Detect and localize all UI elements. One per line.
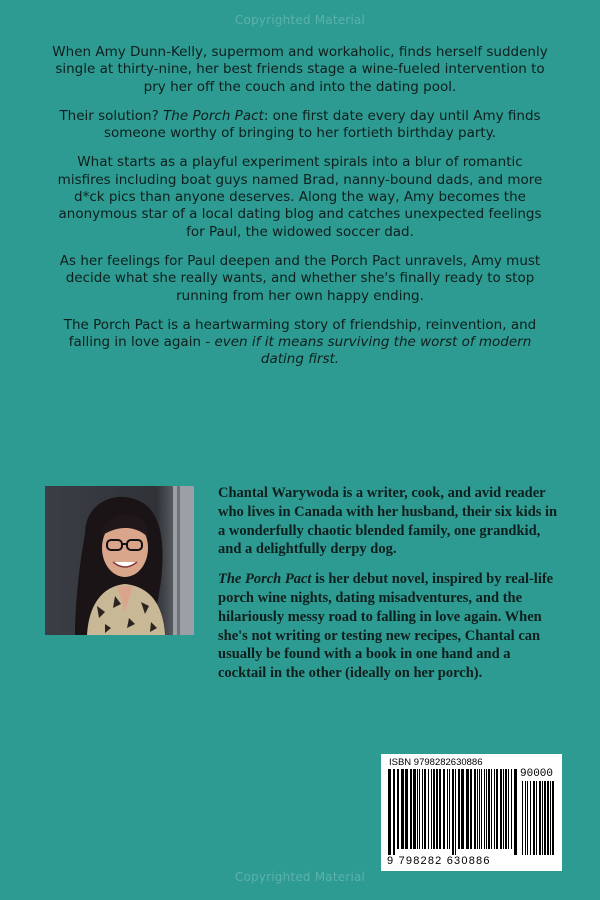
barcode-bar [397, 769, 399, 849]
isbn-barcode-box [381, 754, 562, 871]
blurb-p5-italic: even if it means surviving the worst of modern dating first. [214, 334, 532, 368]
barcode-bar [401, 769, 404, 849]
barcode-bar [550, 781, 551, 855]
barcode-bar [508, 769, 509, 849]
barcode-bar [536, 781, 537, 855]
isbn-digits: 9 798282 630886 [387, 855, 491, 867]
blurb-paragraph-1: When Amy Dunn-Kelly, supermom and workaholic, finds herself suddenly single at thirty-nine, her best friends stage a wine-fueled intervention to pry her off the couch and into the dating pool. [52, 44, 548, 95]
price-barcode [521, 781, 557, 855]
isbn-barcode [387, 769, 519, 855]
barcode-bar [436, 769, 438, 849]
copyright-watermark-bottom: Copyrighted Material [234, 870, 366, 884]
barcode-bar [449, 769, 450, 849]
barcode-bar [431, 769, 432, 849]
barcode-bar [405, 769, 408, 849]
barcode-bar [511, 769, 512, 849]
blurb-p5-lead: The Porch Pact is a heartwarming story of friendship, reinvention, and falling in love again - [63, 316, 537, 351]
blurb-p2-tail: : one first date every day until Amy finds someone worthy of bringing to her fortieth birthday party. [103, 107, 541, 142]
barcode-bar [479, 769, 480, 849]
isbn-label: ISBN 9798282630886 [389, 757, 483, 768]
blurb-paragraph-3: What starts as a playful experiment spirals into a blur of romantic misfires including boat guys named Brad, nanny-bound dads, and more d*ck pics than anyone deserves. Along the way, Amy becomes the anonymous star of a local dating blog and catches unexpected feelings for Paul, the widowed soccer dad. [57, 154, 543, 240]
barcode-bar [514, 769, 517, 855]
barcode-bar [393, 769, 395, 855]
blurb-p2-lead: Their solution? [59, 107, 164, 124]
author-portrait-image [45, 486, 194, 635]
blurb-paragraph-2 [52, 108, 548, 143]
barcode-bar [439, 769, 441, 849]
barcode-bar [410, 769, 412, 849]
barcode-bar [527, 781, 528, 855]
copyright-watermark-top: Copyrighted Material [234, 13, 366, 27]
barcode-bar [481, 769, 482, 849]
blurb-paragraph-4: As her feelings for Paul deepen and the Porch Pact unravels, Amy must decide what she really wants, and whether she's finally ready to stop running from her own happy ending. [59, 252, 541, 304]
barcode-bar [447, 769, 448, 849]
barcode-bar [477, 769, 478, 849]
barcode-bar [530, 781, 531, 855]
barcode-bar [484, 769, 485, 849]
barcode-bar [455, 769, 456, 855]
barcode-bar [552, 781, 554, 855]
barcode-bar [419, 769, 420, 849]
barcode-bar [413, 769, 416, 849]
bio-paragraph-1: Chantal Warywoda is a writer, cook, and avid reader who lives in Canada with her husband, their six kids in a wonderfully chaotic blended family, one grandkid, and a delightfully derpy dog. [218, 485, 558, 558]
barcode-bar [505, 769, 507, 849]
barcode-bar [522, 781, 523, 855]
barcode-bar [503, 769, 504, 849]
barcode-bar [443, 769, 445, 849]
barcode-bar [388, 769, 391, 855]
bio-p2-tail: is her debut novel, inspired by real-life porch wine nights, dating misadventures, and the hilariously messy road to falling in love again. When she's not writing or testing new recipes, Chantal can usually be found with a book in one hand and a cocktail in the other (ideally on her porch). [218, 571, 554, 682]
author-bio [218, 484, 562, 694]
barcode-bar [488, 769, 490, 849]
barcode-bar [458, 769, 460, 849]
barcode-bar [542, 781, 543, 855]
barcode-bar [424, 769, 426, 849]
barcode-bar [544, 781, 546, 855]
barcode-bar [533, 781, 535, 855]
blurb-p2-title: The Porch Pact [163, 107, 264, 124]
barcode-bar [470, 769, 472, 849]
barcode-bar [491, 769, 492, 849]
bio-p2-title: The Porch Pact [218, 571, 312, 588]
barcode-bar [494, 769, 495, 849]
barcode-bar [417, 769, 418, 849]
barcode-bar [539, 781, 541, 855]
barcode-bar [466, 769, 469, 849]
blurb-paragraph-5 [52, 317, 548, 369]
barcode-bar [422, 769, 423, 849]
barcode-bar [433, 769, 435, 849]
barcode-bar [496, 769, 498, 849]
author-photo [45, 486, 194, 635]
barcode-bar [428, 769, 429, 849]
barcode-bar [525, 781, 526, 855]
barcode-bar [486, 769, 487, 849]
book-blurb [52, 44, 548, 369]
barcode-bar [452, 769, 454, 855]
barcode-bar [547, 781, 549, 855]
price-code: 90000 [520, 768, 554, 780]
barcode-bar [474, 769, 476, 849]
barcode-bar [461, 769, 464, 849]
bio-paragraph-2 [218, 570, 562, 683]
barcode-bar [500, 769, 502, 849]
